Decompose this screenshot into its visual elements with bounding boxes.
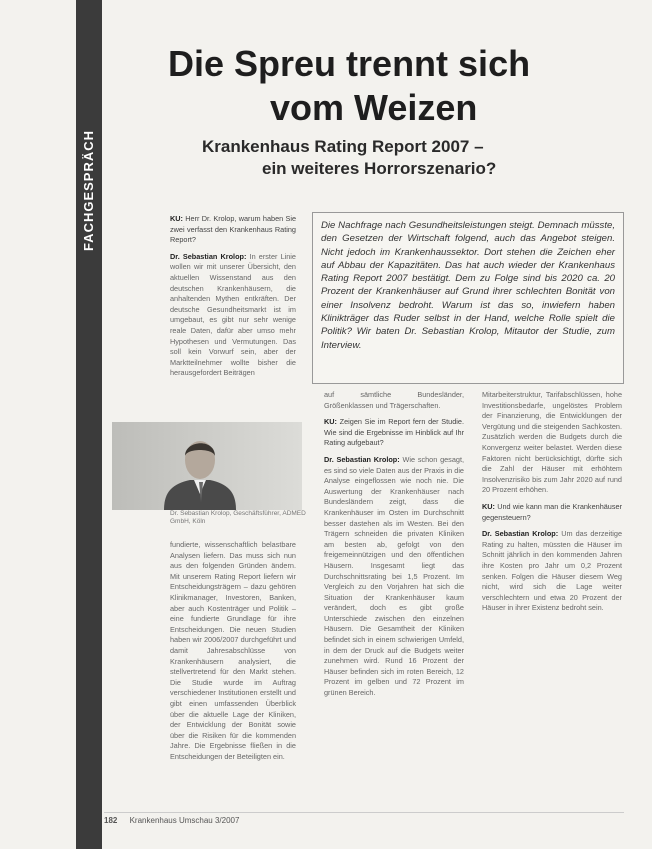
column-2 bbox=[324, 390, 464, 822]
section-label: FACHGESPRÄCH bbox=[81, 129, 97, 251]
page-number: 182 bbox=[104, 816, 118, 825]
portrait-photo bbox=[112, 422, 302, 510]
column-2-continuation: auf sämtliche Bundesländer, Größenklassen und Trägerschaften. bbox=[324, 390, 464, 410]
article-subtitle bbox=[190, 136, 550, 180]
column-3 bbox=[482, 390, 622, 822]
question-1-label: KU: bbox=[170, 214, 183, 223]
section-label-container bbox=[76, 120, 102, 260]
answer-1 bbox=[170, 252, 296, 379]
portrait-image bbox=[112, 422, 302, 510]
column-3-continuation: Mitarbeiterstruktur, Tarifabschlüssen, hohe Investitionsbedarfe, ungelöstes Problem der Finanzierung, die Entwicklungen der Vergütung und die steigenden Sachkosten. Zusätzlich werden die Budgets durch die Konvergenz weiter belastet. Werden diese Faktoren nicht berücksichtigt, dürfte sich die Zahl der Häuser mit erhöhtem Insolvenzrisiko bis zum Jahr 2020 auf rund 20 Prozent erhöhen. bbox=[482, 390, 622, 495]
column-1-bottom bbox=[170, 540, 296, 820]
article-title bbox=[160, 42, 540, 130]
answer-3 bbox=[482, 529, 622, 614]
answer-3-text: Um das derzeitige Rating zu halten, müssten die Häuser im Schnitt jährlich in den kommenden Jahren ihre Kosten pro Jahr um 0,2 Prozent senken. Folgen die Häuser diesem Weg nicht, wird sich die Lage weiter verschlechtern und etwa 20 Prozent der Häuser in ihrer Existenz bedroht sein. bbox=[482, 529, 622, 613]
question-2 bbox=[324, 417, 464, 449]
title-line-1: Die Spreu trennt sich bbox=[168, 43, 531, 84]
subtitle-line-2: ein weiteres Horrorszenario? bbox=[262, 159, 497, 178]
answer-1-text: In erster Linie wollen wir mit unserer Übersicht, den aktuellen Wissenstand aus den deutschen Krankenhäusern, die anhaltenden Mythen entkräften. Der deutsche Gesundheitsmarkt ist im umgebaut, es gibt nur sehr wenige reale Daten, dafür aber umso mehr Hypothesen und Vermutungen. Das soll kein Vorwurf sein, aber der Marktteilnehmer wollte bisher die herausgefordert Beiträgen bbox=[170, 251, 296, 378]
intro-box: Die Nachfrage nach Gesundheitsleistungen steigt. Demnach müsste, den Gesetzen der Wirtschaft folgend, auch das Angebot steigen. Nicht jedoch im Krankenhaussektor. Dort stehen die Zeichen eher auf Abbau der Kapazitäten. Das hat auch wieder der Krankenhaus Rating Report 2007 bestätigt. Dem zu Folge sind bis 2020 ca. 20 Prozent der Krankenhäuser auf Grund ihrer schlechten Bonität von einer Insolvenz bedroht. Warum ist das so, inwiefern haben Klinikträger das Ruder selbst in der Hand, welche Rolle spielt die Politik? Wir baten Dr. Sebastian Krolop, Mitautor der Studie, zum Interview. bbox=[312, 212, 624, 384]
column-1-top bbox=[170, 214, 296, 412]
question-3-label: KU: bbox=[482, 501, 495, 511]
title-line-2: vom Weizen bbox=[270, 87, 478, 128]
page-footer bbox=[104, 816, 239, 825]
answer-2-name: Dr. Sebastian Krolop: bbox=[324, 454, 400, 464]
question-2-label: KU: bbox=[324, 417, 337, 427]
column-1-continuation: fundierte, wissenschaftlich belastbare Analysen liefern. Das muss sich nun aus den folgenden Gründen ändern. Mit unserem Rating Report liefern wir Entscheidungsträgern – dazu gehören Klinikmanager, Investoren, Banken, aber auch Kostenträger und Politik – eine fundierte Grundlage für ihre Entscheidungen. Die neuen Studien haben wir 2006/2007 durchgeführt und damit Jahresabschlüsse von Krankenhäusern analysiert, die stellvertretend für den Markt stehen. Die Studie wurde im Auftrag verschiedener Institutionen erstellt und gibt einen umfassenden Überblick über die aktuelle Lage der Kliniken, der Entwicklung der Bonität sowie über die Risiken für die kommenden Jahre. Die Ergebnisse fließen in die Entscheidungen der Beteiligten ein. bbox=[170, 540, 296, 761]
question-1-text: Herr Dr. Krolop, warum haben Sie zwei verfasst den Krankenhaus Rating Report? bbox=[170, 214, 296, 245]
question-1 bbox=[170, 214, 296, 246]
subtitle-line-1: Krankenhaus Rating Report 2007 – bbox=[202, 137, 484, 156]
answer-1-name: Dr. Sebastian Krolop: bbox=[170, 251, 247, 261]
footer-divider bbox=[104, 812, 624, 813]
answer-2-text: Wie schon gesagt, es sind so viele Daten aus der Praxis in die Analyse eingeflossen wie noch nie. Die Auswertung der Krankenhäuser nach Bundesländern zeigt, dass die Krankenhäuser im Osten im Durchschnitt besser dastehen als im Westen. Bei den Trägern schneiden die privaten Kliniken am besten ab, gefolgt von den freigemeinnützigen und den öffentlichen Häusern. Insgesamt liegt das Durchschnittsrating bei 1,5 Prozent. Im Vergleich zu den Vorjahren hat sich die Situation der Krankenhäuser kaum verändert, doch es gibt große Unterschiede zwischen den einzelnen Häusern. Die Gesamtheit der Kliniken befindet sich in einem schwierigen Umfeld, in dem der Druck auf die Budgets weiter zunehmen wird. Rund 16 Prozent der Häuser befinden sich im roten Bereich, 12 Prozent im gelben und 72 Prozent im grünen Bereich. bbox=[324, 454, 464, 698]
question-3-text: Und wie kann man die Krankenhäuser gegensteuern? bbox=[482, 501, 622, 522]
question-2-text: Zeigen Sie im Report fern der Studie. Wie sind die Ergebnisse im Hinblick auf Ihr Rating aufgebaut? bbox=[324, 417, 464, 448]
publication-name: Krankenhaus Umschau 3/2007 bbox=[129, 816, 240, 825]
photo-caption: Dr. Sebastian Krolop, Geschäftsführer, ADMED GmbH, Köln bbox=[170, 510, 306, 525]
answer-2 bbox=[324, 455, 464, 699]
question-3 bbox=[482, 502, 622, 523]
answer-3-name: Dr. Sebastian Krolop: bbox=[482, 529, 559, 539]
